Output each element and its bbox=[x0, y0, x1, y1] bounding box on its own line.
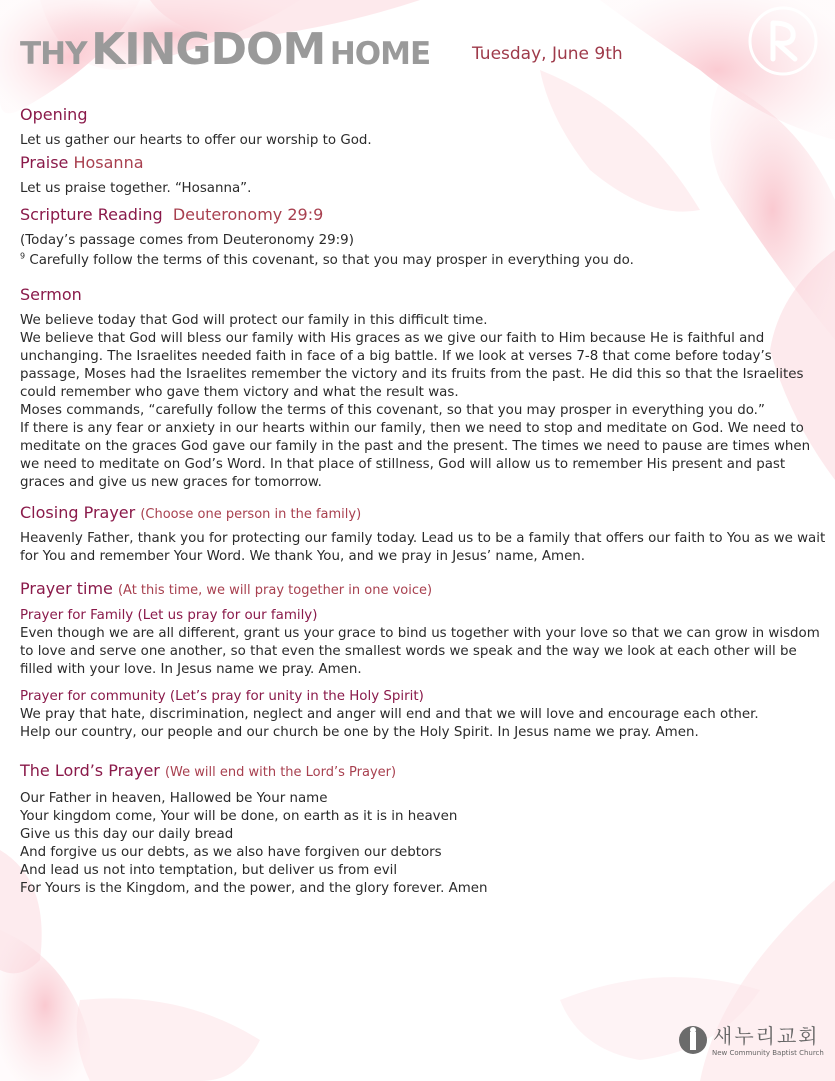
scripture-heading bbox=[20, 204, 826, 226]
prayer-time-heading bbox=[20, 578, 826, 602]
church-name-english: New Community Baptist Church bbox=[712, 1049, 824, 1057]
lords-prayer-label: The Lord’s Prayer bbox=[20, 761, 160, 780]
closing-text: Heavenly Father, thank you for protecting our family today. Lead us to be a family that offers our faith to You as we wait for You and remember Your Word. We thank You, and we pray in Jesus’ name, Amen. bbox=[20, 531, 826, 564]
lords-prayer-line: Our Father in heaven, Hallowed be Your name bbox=[20, 791, 328, 806]
title-thy: THY bbox=[20, 36, 87, 72]
thy-kingdom-logo-icon bbox=[747, 5, 819, 77]
closing-heading bbox=[20, 502, 826, 526]
devotion-body bbox=[20, 104, 826, 898]
closing-note: (Choose one person in the family) bbox=[140, 507, 362, 522]
verse-number: 9 bbox=[20, 251, 26, 261]
family-prayer-heading: Prayer for Family (Let us pray for our family) bbox=[20, 608, 318, 623]
scripture-label: Scripture Reading bbox=[20, 205, 163, 224]
praise-text: Let us praise together. “Hosanna”. bbox=[20, 181, 252, 196]
sermon-p4: If there is any fear or anxiety in our hearts within our family, then we need to stop and meditate on God. We need to meditate on the graces God gave our family in the past and the present. The times we need to pause are times when we need to meditate on God’s Word. In that place of stillness, God will allow us to remember His present and past graces and give us new graces for tomorrow. bbox=[20, 421, 811, 490]
prayer-time-note: (At this time, we will pray together in one voice) bbox=[117, 583, 433, 598]
sermon-p2: We believe that God will bless our family with His graces as we give our faith to Him because He is faithful and unchanging. The Israelites needed faith in face of a big battle. If we look at verses 7-8 that come before today’s passage, Moses had the Israelites remember the victory and its fruits from the past. He did this so that the Israelites could remember who gave them victory and what the result was. bbox=[20, 331, 804, 400]
page-title bbox=[20, 24, 430, 75]
lords-prayer-line: For Yours is the Kingdom, and the power, and the glory forever. Amen bbox=[20, 881, 488, 896]
lords-prayer-lines bbox=[20, 790, 826, 898]
closing-label: Closing Prayer bbox=[20, 503, 136, 522]
title-kingdom: KINGDOM bbox=[91, 24, 326, 75]
opening-text: Let us gather our hearts to offer our worship to God. bbox=[20, 133, 372, 148]
praise-heading bbox=[20, 152, 826, 174]
lords-prayer-line: And lead us not into temptation, but deliver us from evil bbox=[20, 863, 398, 878]
sermon-heading: Sermon bbox=[20, 285, 82, 304]
scripture-intro: (Today’s passage comes from Deuteronomy 29:9) bbox=[20, 233, 354, 248]
scripture-verse bbox=[20, 252, 826, 270]
prayer-time-label: Prayer time bbox=[20, 579, 113, 598]
church-logo-icon bbox=[678, 1024, 708, 1056]
family-prayer-text: Even though we are all different, grant us your grace to bind us together with your love so that we can grow in wisdom to love and serve one another, so that even the smallest words we speak and the way we look at each other will be filled with your love. In Jesus name we pray. Amen. bbox=[20, 626, 820, 677]
verse-text: Carefully follow the terms of this covenant, so that you may prosper in everything you do. bbox=[25, 253, 634, 268]
community-prayer-heading: Prayer for community (Let’s pray for unity in the Holy Spirit) bbox=[20, 689, 424, 704]
title-home: HOME bbox=[329, 36, 431, 72]
community-prayer-text-2: Help our country, our people and our church be one by the Holy Spirit. In Jesus name we pray. Amen. bbox=[20, 725, 699, 740]
sermon-p3: Moses commands, “carefully follow the terms of this covenant, so that you may prosper in everything you do.” bbox=[20, 403, 765, 418]
community-prayer-text-1: We pray that hate, discrimination, neglect and anger will end and that we will love and encourage each other. bbox=[20, 707, 759, 722]
lords-prayer-heading bbox=[20, 760, 826, 784]
scripture-reference: Deuteronomy 29:9 bbox=[172, 205, 324, 224]
lords-prayer-note: (We will end with the Lord’s Prayer) bbox=[164, 765, 397, 780]
praise-label: Praise bbox=[20, 153, 69, 172]
lords-prayer-line: Your kingdom come, Your will be done, on earth as it is in heaven bbox=[20, 809, 458, 824]
lords-prayer-line: And forgive us our debts, as we also have forgiven our debtors bbox=[20, 845, 442, 860]
praise-song: Hosanna bbox=[73, 153, 144, 172]
opening-heading: Opening bbox=[20, 105, 88, 124]
church-name-korean: 새누리교회 bbox=[713, 1024, 820, 1048]
header-date: Tuesday, June 9th bbox=[472, 44, 623, 64]
sermon-p1: We believe today that God will protect our family in this difficult time. bbox=[20, 313, 488, 328]
lords-prayer-line: Give us this day our daily bread bbox=[20, 827, 234, 842]
